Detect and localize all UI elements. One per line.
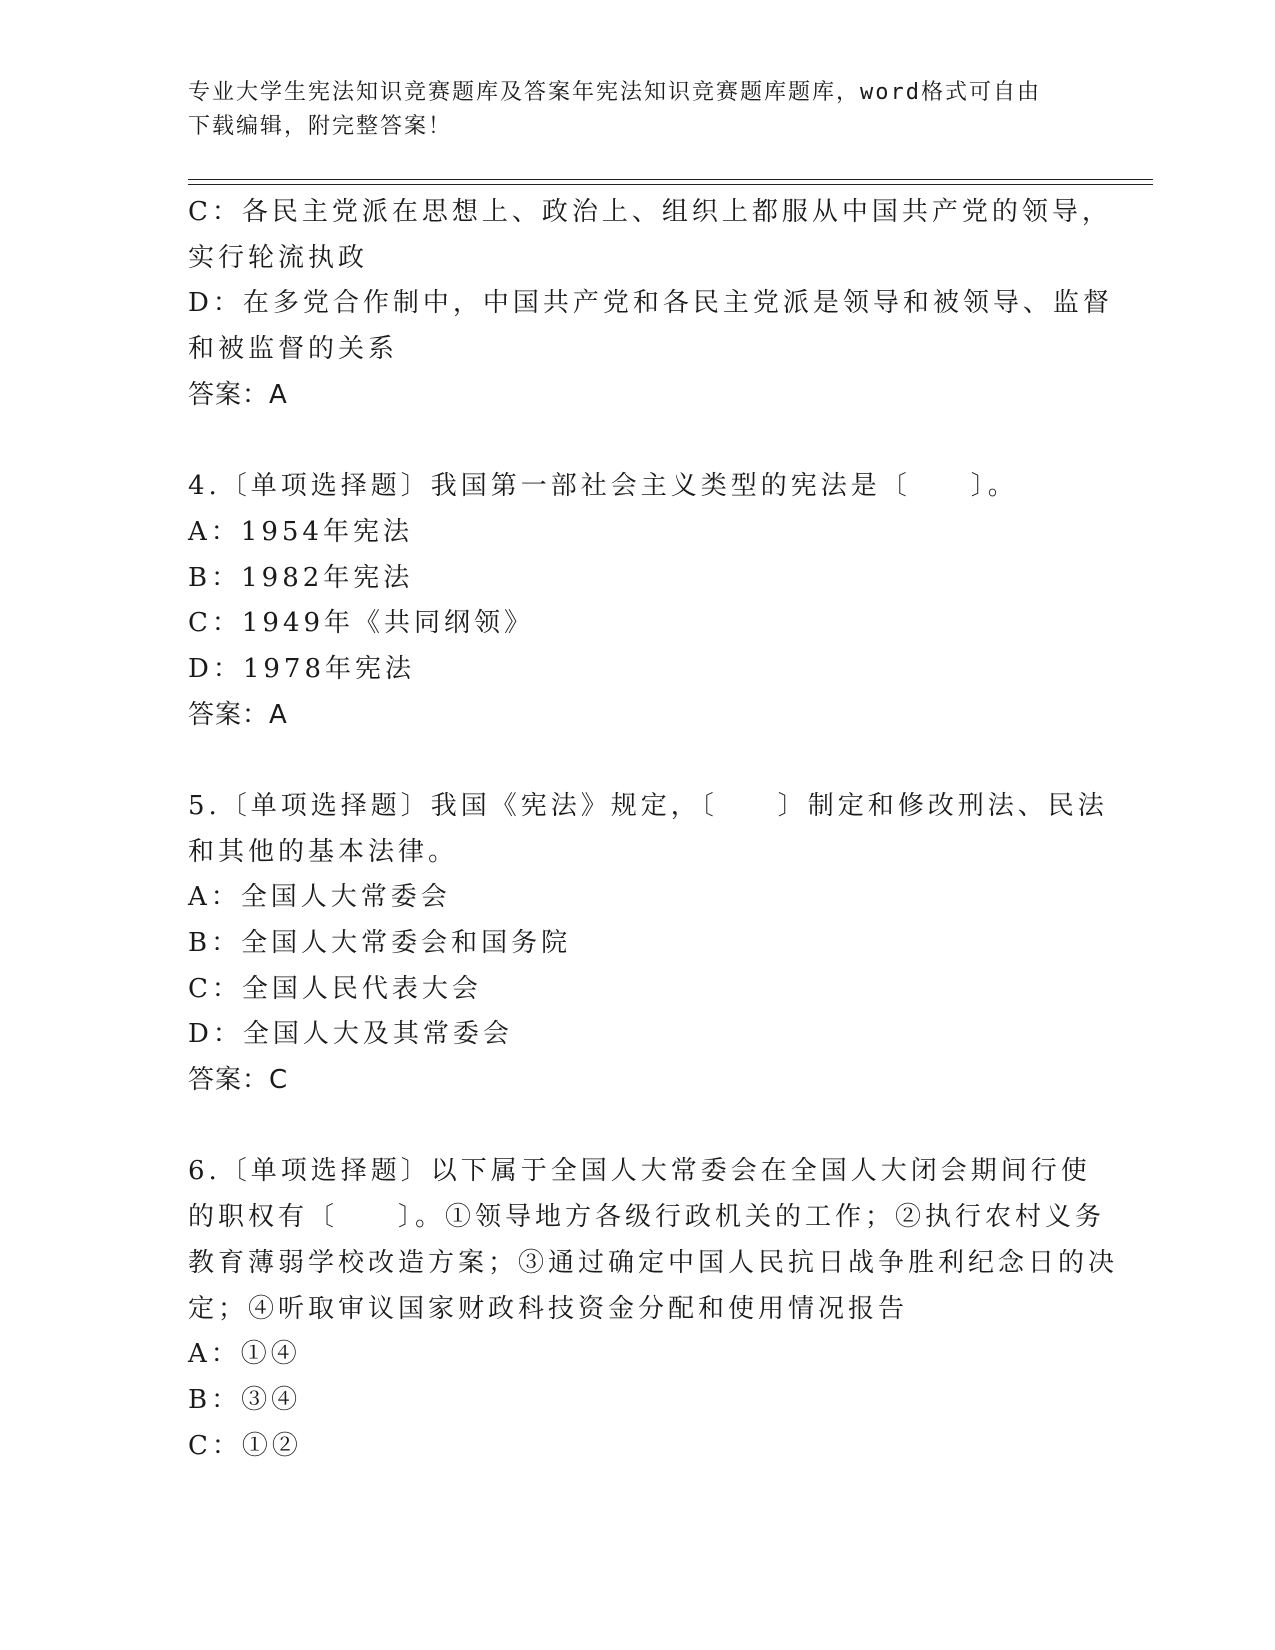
question-3-continued: [188, 190, 1113, 418]
question-stem-line-3: 教育薄弱学校改造方案；③通过确定中国人民抗日战争胜利纪念日的决: [188, 1247, 1119, 1278]
answer: 答案：C: [188, 1065, 289, 1096]
option-b: B：全国人大常委会和国务院: [188, 928, 572, 958]
answer: 答案：A: [188, 379, 288, 410]
option-c: C：①②: [188, 1430, 302, 1461]
option-a: A：全国人大常委会: [188, 882, 451, 913]
document-header: [188, 76, 1088, 144]
header-line-2: 下载编辑，附完整答案！: [188, 114, 453, 139]
question-5: [188, 784, 1108, 1104]
option-d-line-2: 和被监督的关系: [188, 334, 399, 365]
option-b: B：1982年宪法: [188, 562, 414, 593]
answer: 答案：A: [188, 699, 288, 730]
header-line-1: 专业大学生宪法知识竞赛题库及答案年宪法知识竞赛题库题库，word格式可自由: [188, 80, 1041, 105]
option-a: A：①④: [188, 1339, 301, 1370]
option-d-line-1: D：在多党合作制中，中国共产党和各民主党派是领导和被领导、监督: [188, 288, 1113, 319]
question-stem-line-2: 的职权有〔 〕。①领导地方各级行政机关的工作；②执行农村义务: [188, 1202, 1106, 1233]
spacer: [188, 1104, 1088, 1150]
option-c: C：1949年《共同纲领》: [188, 608, 535, 639]
question-stem: 4.〔单项选择题〕我国第一部社会主义类型的宪法是〔 〕。: [188, 471, 1018, 502]
spacer: [188, 738, 1088, 784]
option-c-line-2: 实行轮流执政: [188, 242, 369, 273]
question-stem-line-2: 和其他的基本法律。: [188, 836, 459, 867]
option-a: A：1954年宪法: [188, 516, 413, 547]
question-6: [188, 1149, 1119, 1469]
question-4: [188, 464, 1088, 738]
header-divider-top: [188, 179, 1153, 180]
question-stem-line-4: 定；④听取审议国家财政科技资金分配和使用情况报告: [188, 1293, 909, 1324]
option-c-line-1: C：各民主党派在思想上、政治上、组织上都服从中国共产党的领导，: [188, 197, 1112, 227]
option-d: D：1978年宪法: [188, 653, 416, 684]
option-b: B：③④: [188, 1384, 302, 1415]
question-stem-line-1: 6.〔单项选择题〕以下属于全国人大常委会在全国人大闭会期间行使: [188, 1156, 1091, 1187]
spacer: [188, 418, 1088, 464]
document-body: [188, 190, 1119, 1469]
option-c: C：全国人民代表大会: [188, 973, 482, 1004]
header-divider-bottom: [188, 184, 1153, 185]
option-d: D：全国人大及其常委会: [188, 1019, 513, 1050]
question-stem-line-1: 5.〔单项选择题〕我国《宪法》规定，〔 〕制定和修改刑法、民法: [188, 790, 1108, 821]
